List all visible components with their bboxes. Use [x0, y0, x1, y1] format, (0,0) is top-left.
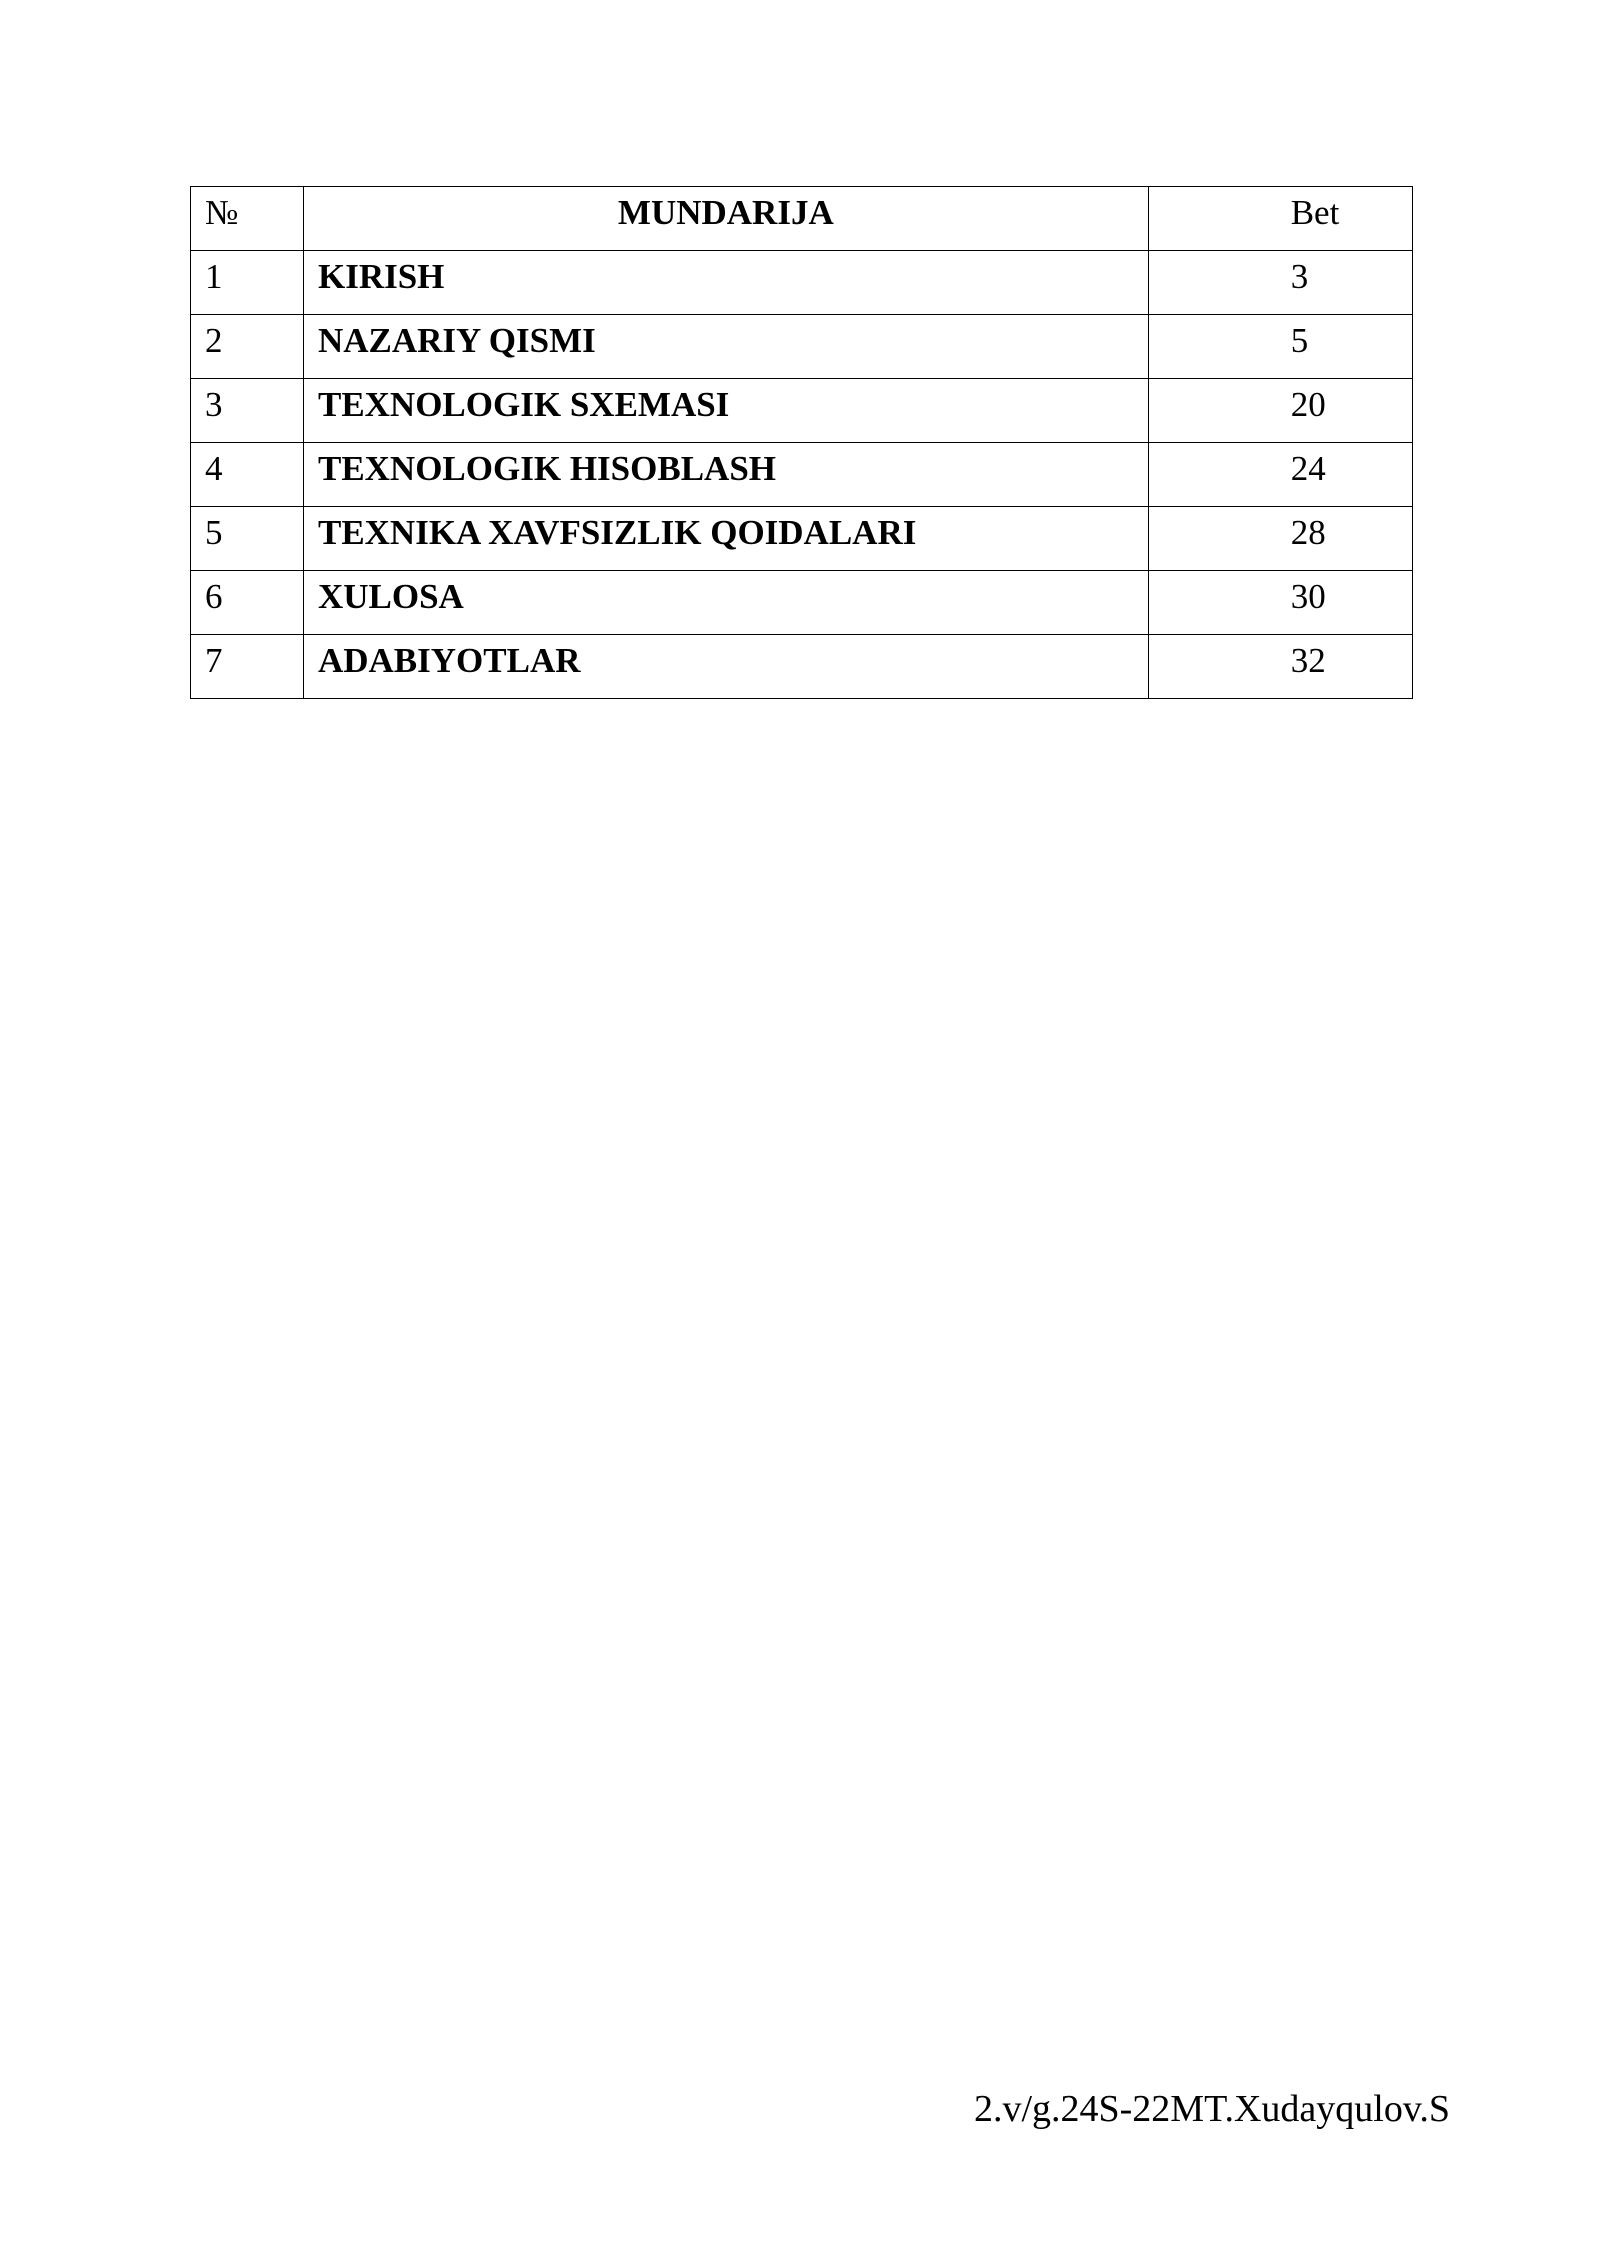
header-number: № [191, 187, 304, 251]
row-number: 3 [191, 379, 304, 443]
row-title: XULOSA [303, 571, 1148, 635]
header-page: Bet [1148, 187, 1412, 251]
row-title: NAZARIY QISMI [303, 315, 1148, 379]
row-title: TEXNIKA XAVFSIZLIK QOIDALARI [303, 507, 1148, 571]
table-of-contents [190, 186, 1413, 699]
table-row [191, 571, 1413, 635]
row-number: 7 [191, 635, 304, 699]
table-row [191, 635, 1413, 699]
row-page: 30 [1148, 571, 1412, 635]
row-page: 28 [1148, 507, 1412, 571]
table-row [191, 251, 1413, 315]
row-number: 5 [191, 507, 304, 571]
table-header-row [191, 187, 1413, 251]
row-title: KIRISH [303, 251, 1148, 315]
row-title: TEXNOLOGIK HISOBLASH [303, 443, 1148, 507]
table-row [191, 443, 1413, 507]
header-title: MUNDARIJA [303, 187, 1148, 251]
row-page: 5 [1148, 315, 1412, 379]
row-page: 32 [1148, 635, 1412, 699]
table-row [191, 507, 1413, 571]
row-page: 3 [1148, 251, 1412, 315]
row-page: 20 [1148, 379, 1412, 443]
row-number: 2 [191, 315, 304, 379]
footer-document-code: 2.v/g.24S-22MT.Xudayqulov.S [973, 2088, 1450, 2130]
table-row [191, 315, 1413, 379]
row-number: 4 [191, 443, 304, 507]
table-row [191, 379, 1413, 443]
row-number: 6 [191, 571, 304, 635]
row-number: 1 [191, 251, 304, 315]
row-title: ADABIYOTLAR [303, 635, 1148, 699]
row-title: TEXNOLOGIK SXEMASI [303, 379, 1148, 443]
row-page: 24 [1148, 443, 1412, 507]
